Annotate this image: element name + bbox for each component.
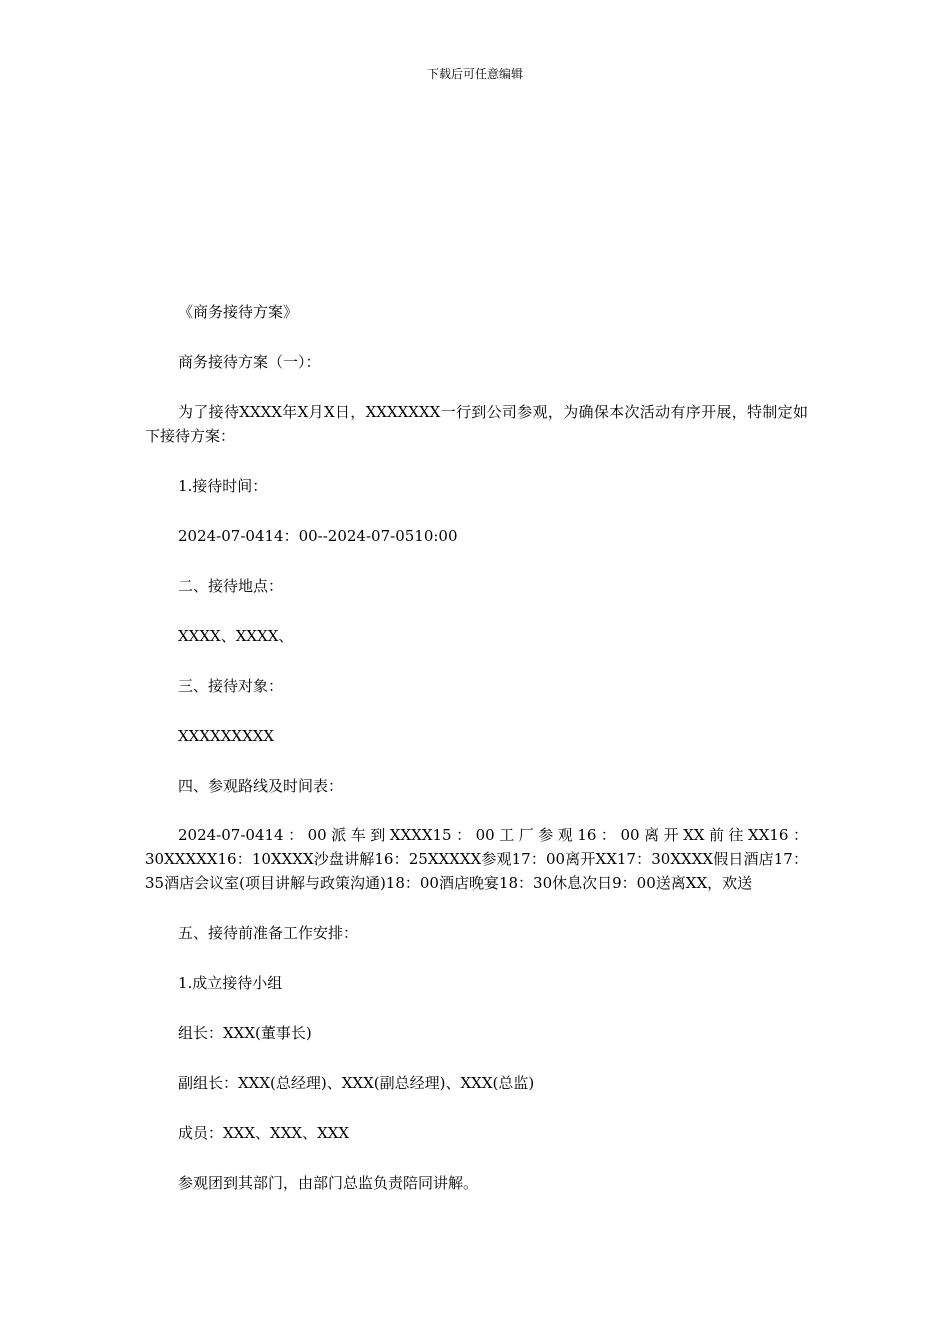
closing-line: 参观团到其部门，由部门总监负责陪同讲解。 xyxy=(178,1174,479,1192)
item1-heading: 1.接待时间： xyxy=(178,477,268,495)
intro-paragraph: 为了接待XXXX年X月X日，XXXXXXX一行到公司参观，为确保本次活动有序开展，特制定如下接待方案： xyxy=(145,403,808,445)
item4-schedule: 2024-07-0414：00派车到XXXX15：00工厂参观16：00离开XX前往XX16：30XXXXX16：10XXXX沙盘讲解16：25XXXXX参观17：00离开XX17：30XXXX假日酒店17：35酒店会议室(项目讲解与政策沟通)18：00酒店晚宴18：30休息次日9：00送离XX，欢送 xyxy=(145,826,808,892)
item3-value: XXXXXXXXX xyxy=(178,727,275,745)
leader-line: 组长：XXX(董事长) xyxy=(178,1024,312,1042)
item5-heading: 五、接待前准备工作安排： xyxy=(178,924,359,942)
page-header-note: 下载后可任意编辑 xyxy=(426,67,523,81)
members-line: 成员：XXX、XXX、XXX xyxy=(178,1124,350,1142)
item3-heading: 三、接待对象： xyxy=(178,677,284,695)
section-heading: 商务接待方案（一）： xyxy=(178,353,321,371)
item4-heading: 四、参观路线及时间表： xyxy=(178,777,344,795)
item2-heading: 二、接待地点： xyxy=(178,577,284,595)
sub1-heading: 1.成立接待小组 xyxy=(178,974,283,992)
item2-value: XXXX、XXXX、 xyxy=(178,627,294,645)
deputy-line: 副组长：XXX(总经理)、XXX(副总经理)、XXX(总监) xyxy=(178,1074,535,1092)
document-body xyxy=(145,300,808,1195)
document-title: 《商务接待方案》 xyxy=(178,303,299,321)
item1-value: 2024-07-0414：00--2024-07-0510:00 xyxy=(178,527,458,545)
